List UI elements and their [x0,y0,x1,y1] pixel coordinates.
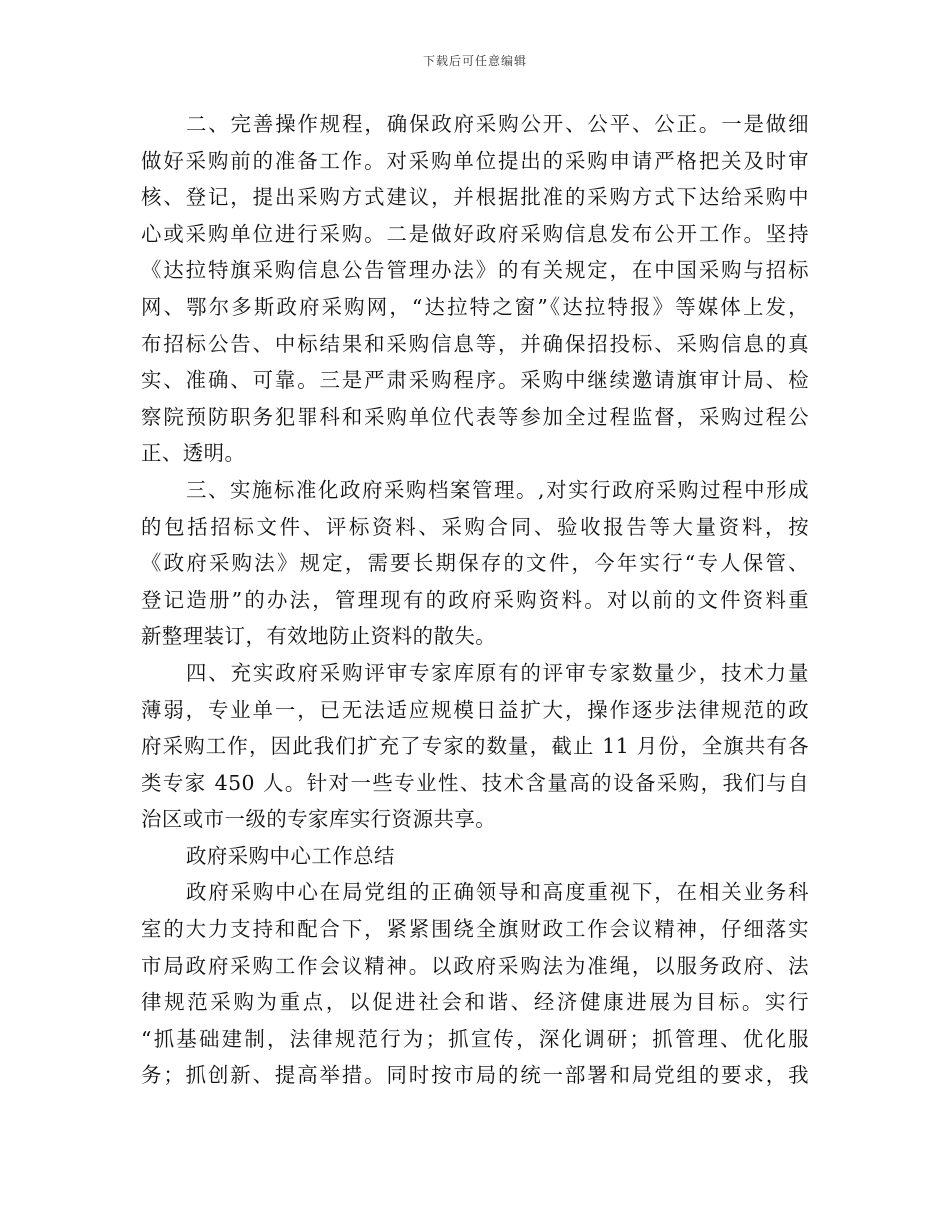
text-line: 四、充实政府采购评审专家库原有的评审专家数量少，技术力量 [186,660,809,685]
text-line: 类专家 450 人。针对一些专业性、技术含量高的设备采购，我们与自 [141,770,809,795]
text-line: 实、准确、可靠。三是严肃采购程序。采购中继续邀请旗审计局、检 [141,368,809,393]
text-line: 治区或市一级的专家库实行资源共享。 [141,807,497,832]
text-line: 察院预防职务犯罪科和采购单位代表等参加全过程监督，采购过程公 [141,404,809,429]
text-line: 室的大力支持和配合下，紧紧围绕全旗财政工作会议精神，仔细落实 [141,917,809,942]
text-line: 务；抓创新、提高举措。同时按市局的统一部署和局党组的要求，我 [141,1063,809,1088]
text-line: “抓基础建制，法律规范行为；抓宣传，深化调研；抓管理、优化服 [141,1026,809,1051]
text-line: 律规范采购为重点，以促进社会和谐、经济健康进展为目标。实行 [141,990,809,1015]
text-line: 政府采购中心在局党组的正确领导和高度重视下，在相关业务科 [186,880,809,905]
text-line: 正、透明。 [141,441,246,466]
text-line: 做好采购前的准备工作。对采购单位提出的采购申请严格把关及时审 [141,148,809,173]
text-line: 的包括招标文件、评标资料、采购合同、验收报告等大量资料，按 [141,514,809,539]
document-body [141,106,809,1094]
text-line: 《政府采购法》规定，需要长期保存的文件，今年实行“专人保管、 [141,551,809,576]
text-line: 新整理装订，有效地防止资料的散失。 [141,624,497,649]
text-line: 登记造册”的办法，管理现有的政府采购资料。对以前的文件资料重 [141,587,809,612]
text-line: 布招标公告、中标结果和采购信息等，并确保招投标、采购信息的真 [141,331,809,356]
text-line: 网、鄂尔多斯政府采购网，“达拉特之窗”《达拉特报》等媒体上发， [141,294,809,319]
text-line: 《达拉特旗采购信息公告管理办法》的有关规定，在中国采购与招标 [141,258,809,283]
text-line: 二、完善操作规程，确保政府采购公开、公平、公正。一是做细 [186,112,809,136]
page-header: 下载后可任意编辑 [422,54,527,68]
text-line: 核、登记，提出采购方式建议，并根据批准的采购方式下达给采购中 [141,185,809,210]
text-line: 心或采购单位进行采购。二是做好政府采购信息发布公开工作。坚持 [141,221,809,246]
text-line: 薄弱，专业单一，已无法适应规模日益扩大，操作逐步法律规范的政 [141,697,809,722]
text-line: 市局政府采购工作会议精神。以政府采购法为准绳，以服务政府、法 [141,953,809,978]
text-line: 府采购工作，因此我们扩充了专家的数量，截止 11 月份，全旗共有各 [141,734,809,759]
text-line: 三、实施标准化政府采购档案管理。,对实行政府采购过程中形成 [186,477,809,502]
section-heading: 政府采购中心工作总结 [186,843,395,868]
